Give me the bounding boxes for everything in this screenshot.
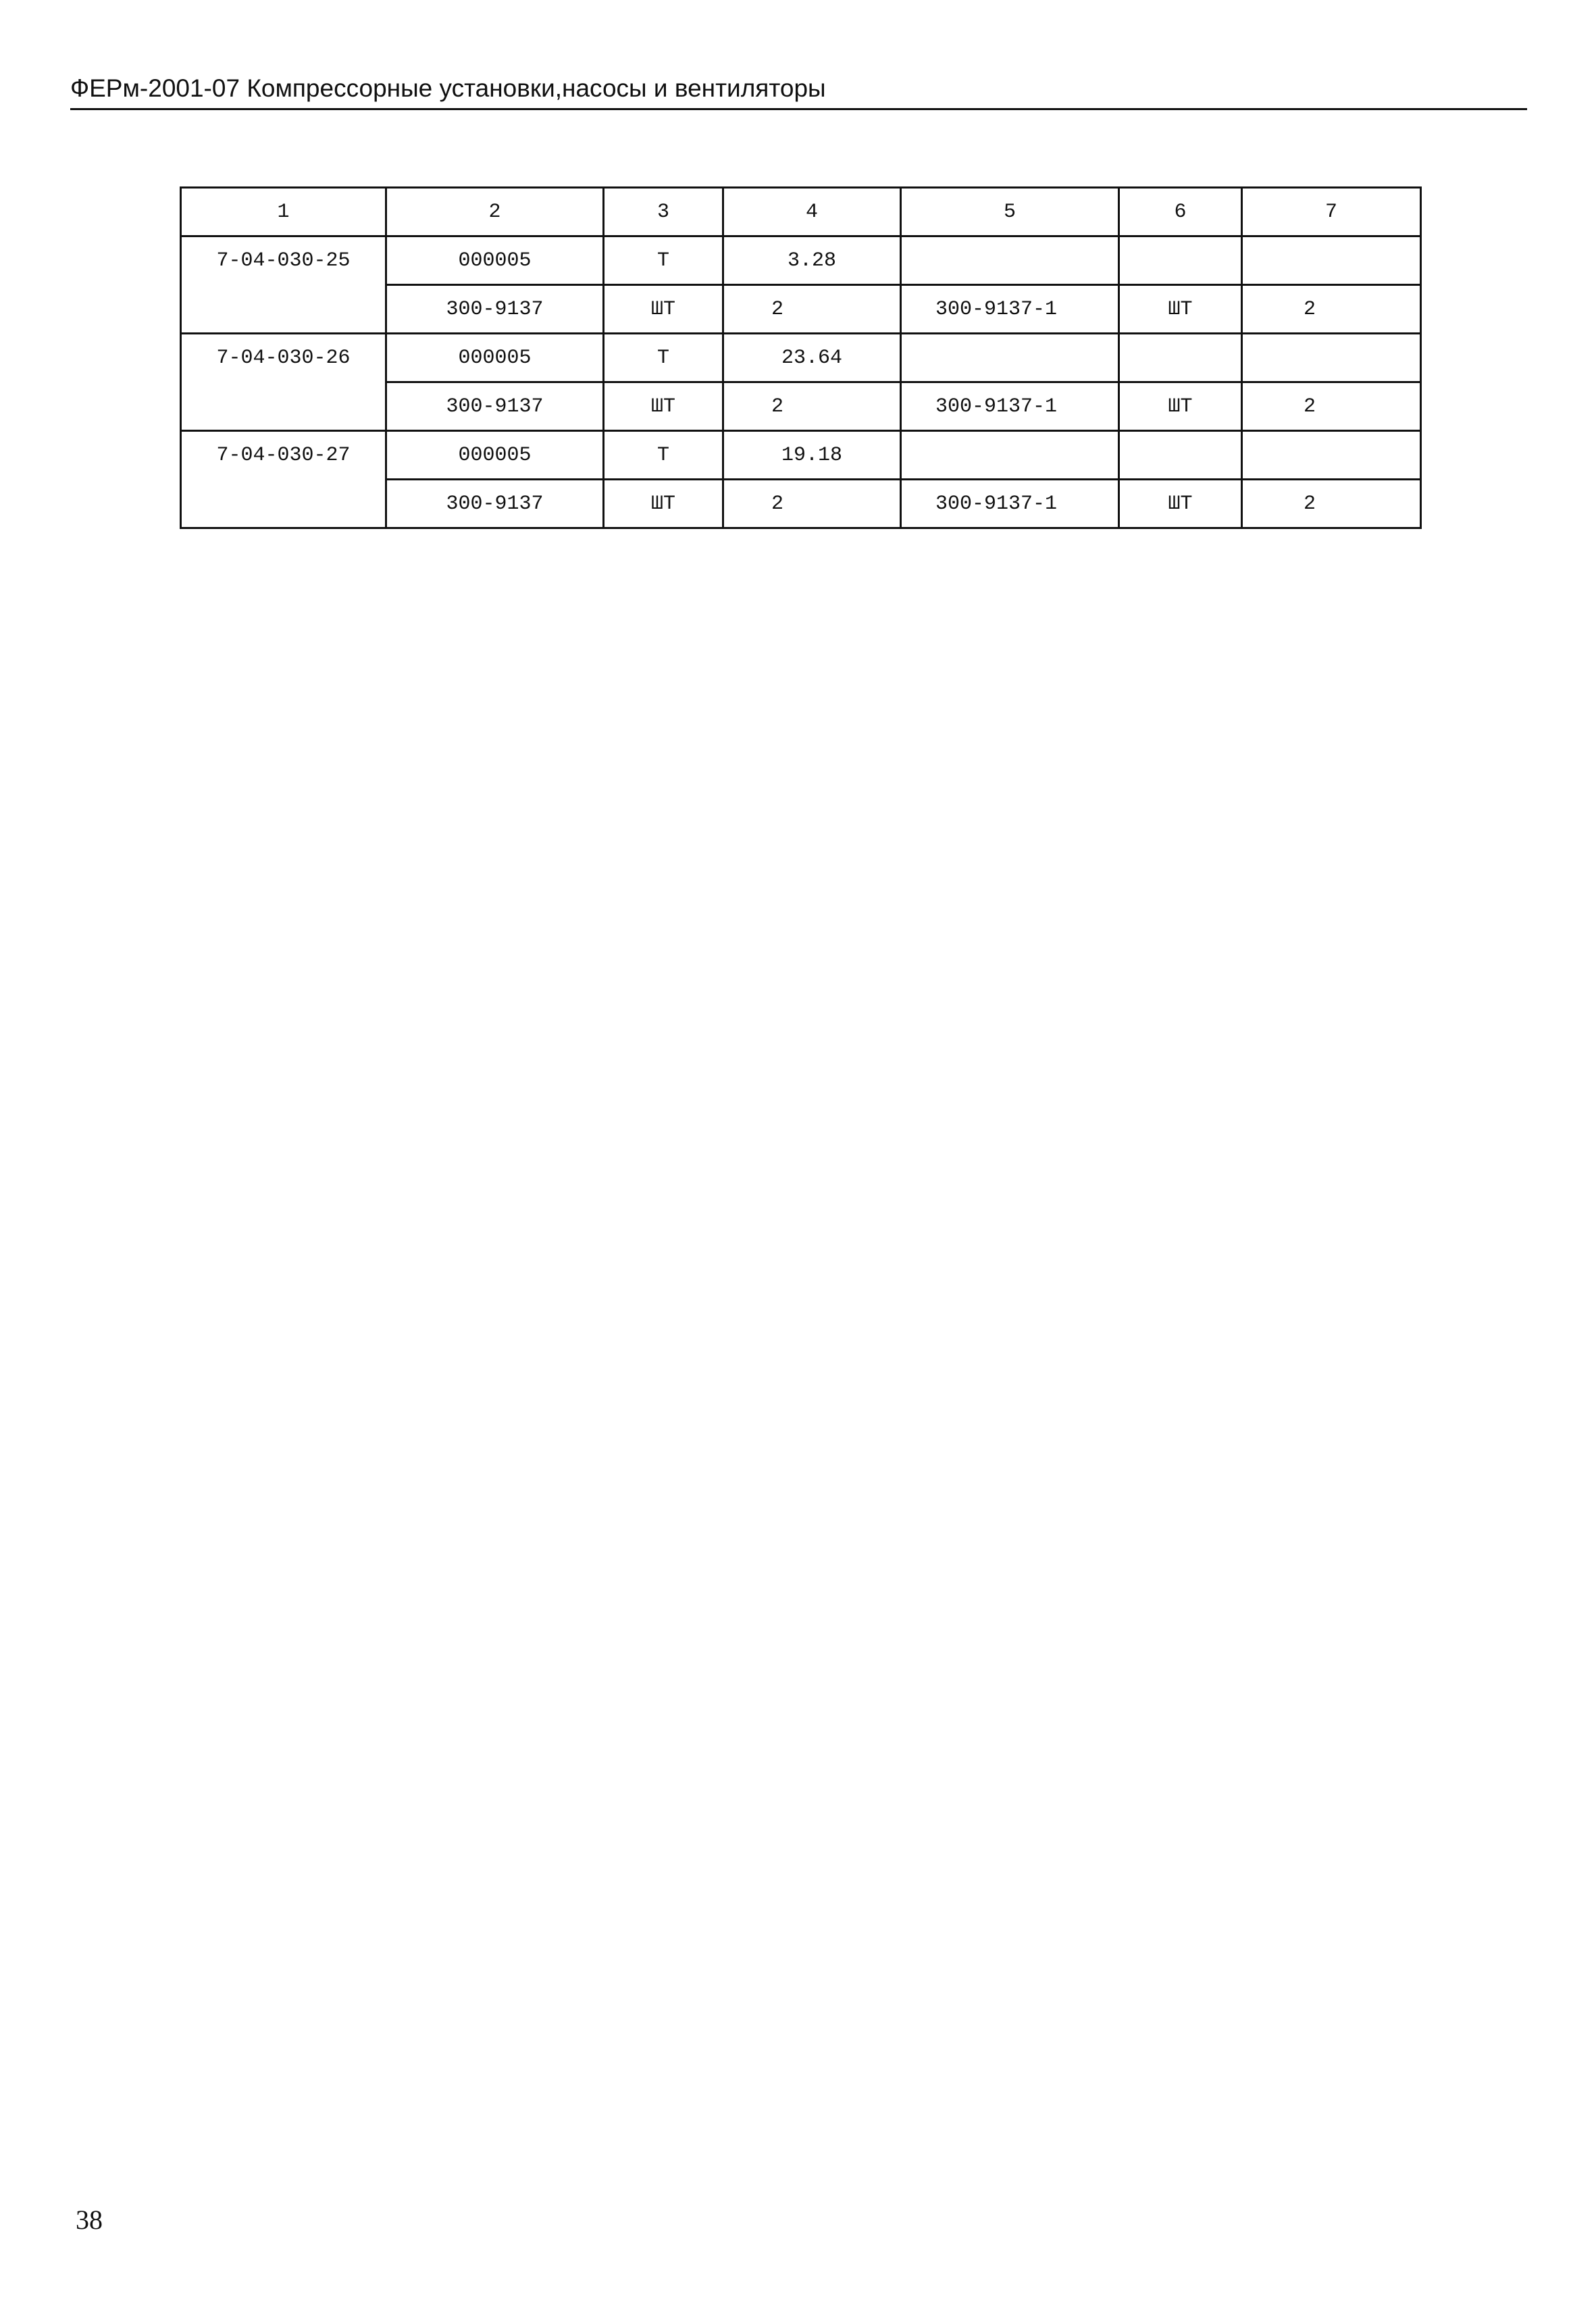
resource-table xyxy=(180,186,1422,529)
resource-code-cell: 000005 xyxy=(386,334,604,382)
resource-code-cell: 000005 xyxy=(386,431,604,480)
table-header-row xyxy=(181,188,1421,236)
header-divider xyxy=(70,108,1527,110)
quantity-cell: 2 xyxy=(723,285,901,334)
page-number: 38 xyxy=(76,2205,103,2235)
table-row xyxy=(181,334,1421,382)
replacement-code-cell: 300-9137-1 xyxy=(901,285,1119,334)
column-header: 2 xyxy=(386,188,604,236)
resource-code-cell: 300-9137 xyxy=(386,382,604,431)
empty-cell xyxy=(1119,431,1242,480)
replacement-quantity-cell: 2 xyxy=(1242,480,1421,528)
column-header: 1 xyxy=(181,188,386,236)
column-header: 3 xyxy=(604,188,723,236)
empty-cell xyxy=(1242,431,1421,480)
unit-cell: ШТ xyxy=(604,480,723,528)
resource-code-cell: 300-9137 xyxy=(386,285,604,334)
table-row xyxy=(181,236,1421,285)
replacement-unit-cell: ШТ xyxy=(1119,480,1242,528)
quantity-cell: 3.28 xyxy=(723,236,901,285)
rate-code-cell: 7-04-030-25 xyxy=(181,236,386,334)
replacement-quantity-cell: 2 xyxy=(1242,285,1421,334)
empty-cell xyxy=(901,334,1119,382)
resource-code-cell: 000005 xyxy=(386,236,604,285)
quantity-cell: 2 xyxy=(723,480,901,528)
page-header-title: ФЕРм-2001-07 Компрессорные установки,насосы и вентиляторы xyxy=(70,74,826,102)
empty-cell xyxy=(1119,236,1242,285)
quantity-cell: 2 xyxy=(723,382,901,431)
unit-cell: Т xyxy=(604,334,723,382)
rate-code-cell: 7-04-030-26 xyxy=(181,334,386,431)
column-header: 4 xyxy=(723,188,901,236)
rate-code-cell: 7-04-030-27 xyxy=(181,431,386,528)
unit-cell: Т xyxy=(604,236,723,285)
empty-cell xyxy=(1119,334,1242,382)
replacement-code-cell: 300-9137-1 xyxy=(901,382,1119,431)
unit-cell: ШТ xyxy=(604,285,723,334)
column-header: 5 xyxy=(901,188,1119,236)
column-header: 6 xyxy=(1119,188,1242,236)
quantity-cell: 23.64 xyxy=(723,334,901,382)
replacement-code-cell: 300-9137-1 xyxy=(901,480,1119,528)
replacement-unit-cell: ШТ xyxy=(1119,382,1242,431)
empty-cell xyxy=(901,236,1119,285)
table-row xyxy=(181,431,1421,480)
empty-cell xyxy=(1242,236,1421,285)
empty-cell xyxy=(901,431,1119,480)
replacement-quantity-cell: 2 xyxy=(1242,382,1421,431)
replacement-unit-cell: ШТ xyxy=(1119,285,1242,334)
resource-code-cell: 300-9137 xyxy=(386,480,604,528)
column-header: 7 xyxy=(1242,188,1421,236)
empty-cell xyxy=(1242,334,1421,382)
quantity-cell: 19.18 xyxy=(723,431,901,480)
unit-cell: ШТ xyxy=(604,382,723,431)
unit-cell: Т xyxy=(604,431,723,480)
